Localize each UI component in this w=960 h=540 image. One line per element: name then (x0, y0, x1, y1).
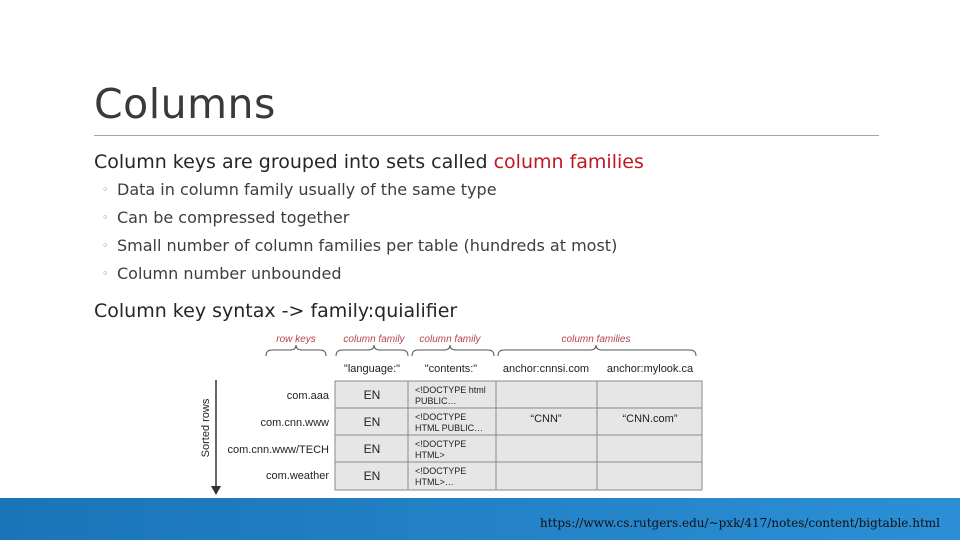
sub-bullet-text: Small number of column families per table (hundreds at most) (117, 236, 618, 255)
column-header: anchor:mylook.ca (606, 363, 694, 375)
main-bullet-text: Column keys are grouped into sets called (94, 151, 494, 173)
row-key: com.cnn.www/TECH (227, 444, 329, 456)
bullet-circle-icon: ◦ (102, 211, 109, 224)
main-bullet-column-families (94, 151, 644, 173)
column-header: anchor:cnnsi.com (502, 363, 590, 375)
source-link[interactable]: https://www.cs.rutgers.edu/~pxk/417/notes/content/bigtable.html (540, 516, 940, 530)
anchor-cell: “CNN” (530, 413, 562, 425)
sub-bullet-text: Column number unbounded (117, 264, 342, 283)
slide-title: Columns (94, 80, 276, 128)
language-cell: EN (363, 388, 381, 402)
contents-cell-line: <!DOCTYPE (415, 412, 467, 422)
column-families-label: column families (561, 334, 631, 345)
column-family-label: column family (419, 334, 481, 345)
sub-bullet-list (102, 180, 617, 292)
language-cell: EN (363, 442, 381, 456)
sorted-rows-label: Sorted rows (200, 398, 212, 458)
sub-bullet-text: Can be compressed together (117, 208, 350, 227)
bullet-circle-icon: ◦ (102, 239, 109, 252)
sub-bullet-text: Data in column family usually of the same type (117, 180, 497, 199)
row-keys-brace (266, 345, 326, 356)
row-key: com.weather (266, 470, 329, 482)
anchor-cell: “CNN.com” (622, 413, 678, 425)
column-family-label: column family (343, 334, 405, 345)
contents-cell-line: HTML> (415, 450, 445, 460)
row-key: com.cnn.www (260, 417, 329, 429)
contents-cell-line: <!DOCTYPE (415, 466, 467, 476)
row-key: com.aaa (286, 390, 329, 402)
column-header: "language:" (343, 363, 401, 375)
column-families-highlight: column families (493, 151, 644, 173)
bullet-circle-icon: ◦ (102, 267, 109, 280)
language-cell: EN (363, 469, 381, 483)
bigtable-diagram-svg (196, 328, 706, 498)
column-family-brace (412, 345, 494, 356)
column-family-brace (336, 345, 408, 356)
contents-cell-line: <!DOCTYPE html (415, 385, 486, 395)
contents-cell-line: HTML>… (415, 477, 454, 487)
contents-cell-line: <!DOCTYPE (415, 439, 467, 449)
column-families-brace (498, 345, 696, 356)
column-header: "contents:" (424, 363, 478, 375)
contents-cell-line: HTML PUBLIC… (415, 423, 484, 433)
list-item (102, 180, 617, 208)
title-divider (94, 135, 879, 136)
list-item (102, 264, 617, 292)
list-item (102, 236, 617, 264)
row-keys-label: row keys (276, 334, 316, 345)
contents-cell-line: PUBLIC… (415, 396, 457, 406)
bigtable-diagram (196, 328, 706, 498)
list-item (102, 208, 617, 236)
bullet-circle-icon: ◦ (102, 183, 109, 196)
main-bullet-key-syntax: Column key syntax -> family:quialifier (94, 300, 458, 322)
arrow-down-icon (211, 486, 221, 495)
language-cell: EN (363, 415, 381, 429)
